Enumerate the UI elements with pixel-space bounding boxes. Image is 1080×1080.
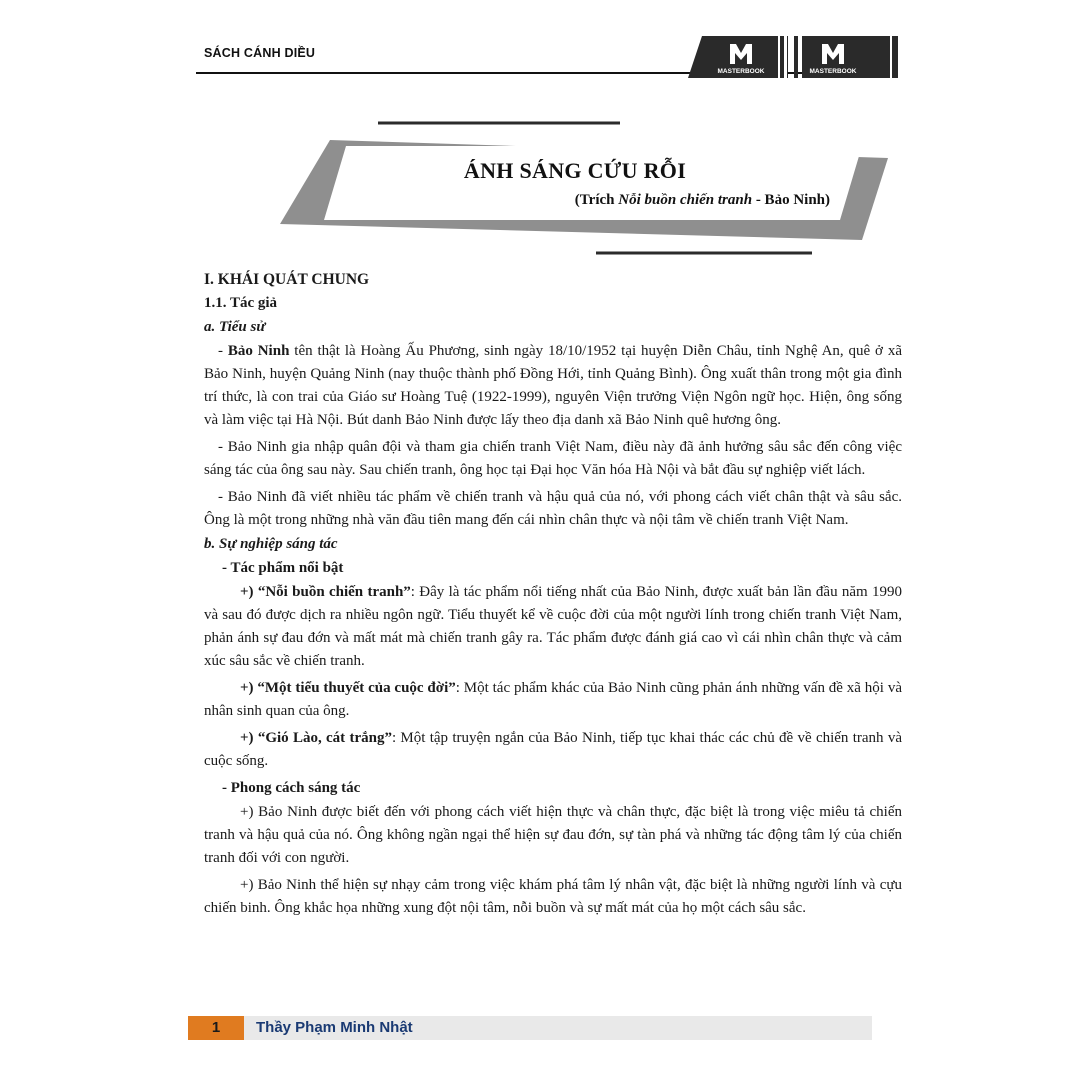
paragraph-bio-1: - Bảo Ninh tên thật là Hoàng Ấu Phương, sinh ngày 18/10/1952 tại huyện Diễn Châu, tỉnh Nghệ An, quê ở xã Bảo Ninh, huyện Quảng Ninh (nay thuộc thành phố Đồng Hới, tỉnh Quảng Bình). Ông xuất thân trong một gia đình trí thức, là con trai của Giáo sư Hoàng Tuệ (1922-1999), nguyên Viện trưởng Viện Ngôn ngữ học. Hiện, ông sống và làm việc tại Hà Nội. Bút danh Bảo Ninh được lấy theo địa danh xã Bảo Ninh quê hương ông.: [204, 343, 902, 428]
style-heading: - Phong cách sáng tác: [222, 780, 361, 796]
masterbook-logo-right: [794, 36, 898, 78]
work-item-3: +) “Gió Lào, cát trắng”: Một tập truyện ngắn của Bảo Ninh, tiếp tục khai thác các chủ đề về chiến tranh và cuộc sống.: [204, 730, 902, 769]
logo-text-left: MASTERBOOK: [717, 68, 765, 75]
page-subtitle: (Trích Nỗi buồn chiến tranh - Bảo Ninh): [574, 192, 830, 208]
author-name: Bảo Ninh: [227, 343, 290, 359]
biography-heading: a. Tiểu sử: [204, 319, 266, 335]
page-title: ÁNH SÁNG CỨU RỖI: [463, 158, 687, 183]
work-item-1: +) “Nỗi buồn chiến tranh”: Đây là tác phẩm nổi tiếng nhất của Bảo Ninh, được xuất bản lần đầu năm 1990 và sau đó được dịch ra nhiều ngôn ngữ. Tiểu thuyết kể về cuộc đời của một người lính trong chiến tranh Việt Nam, phản ánh sự đau đớn và mất mát mà chiến tranh gây ra. Tác phẩm được đánh giá cao vì cái nhìn chân thực và cảm xúc sâu sắc về chiến tranh.: [204, 584, 902, 669]
footer-author: Thầy Phạm Minh Nhật: [256, 1019, 413, 1036]
works-heading: - Tác phẩm nổi bật: [222, 560, 344, 576]
paragraph-bio-3: - Bảo Ninh đã viết nhiều tác phẩm về chiến tranh và hậu quả của nó, với phong cách viết chân thật và sâu sắc. Ông là một trong những nhà văn đầu tiên mang đến cái nhìn chân thực và nội tâm về chiến tranh Việt Nam.: [204, 489, 902, 528]
body-content: [204, 268, 902, 921]
masterbook-logos: [688, 36, 898, 78]
style-item-1: +) Bảo Ninh được biết đến với phong cách viết hiện thực và chân thực, đặc biệt là trong việc miêu tả chiến tranh và hậu quả của nó. Ông không ngần ngại thể hiện sự đau đớn, sự tàn phá và những tác động tâm lý của chiến tranh đối với con người.: [204, 804, 902, 866]
work-item-2: +) “Một tiểu thuyết của cuộc đời”: Một tác phẩm khác của Bảo Ninh cũng phản ánh những vấn đề xã hội và nhân sinh quan của ông.: [204, 680, 902, 719]
paragraph-bio-2: - Bảo Ninh gia nhập quân đội và tham gia chiến tranh Việt Nam, điều này đã ảnh hưởng sâu sắc đến công việc sáng tác của ông sau này. Sau chiến tranh, ông học tại Đại học Văn hóa Hà Nội và bắt đầu sự nghiệp viết lách.: [204, 439, 902, 478]
subsection-heading: 1.1. Tác giả: [204, 295, 278, 311]
work-title: Nỗi buồn chiến tranh: [618, 192, 753, 208]
series-label: SÁCH CÁNH DIỀU: [204, 46, 316, 60]
career-heading: b. Sự nghiệp sáng tác: [204, 536, 338, 552]
title-banner: [260, 118, 900, 258]
masterbook-logo-left: [688, 36, 788, 78]
style-item-2: +) Bảo Ninh thể hiện sự nhạy cảm trong việc khám phá tâm lý nhân vật, đặc biệt là những người lính và cựu chiến binh. Ông khắc họa những xung đột nội tâm, nỗi buồn và sự mất mát của họ một cách sâu sắc.: [204, 877, 902, 916]
page-number: 1: [188, 1016, 244, 1040]
logo-text-right: MASTERBOOK: [809, 68, 857, 75]
section-heading: I. KHÁI QUÁT CHUNG: [204, 271, 370, 288]
